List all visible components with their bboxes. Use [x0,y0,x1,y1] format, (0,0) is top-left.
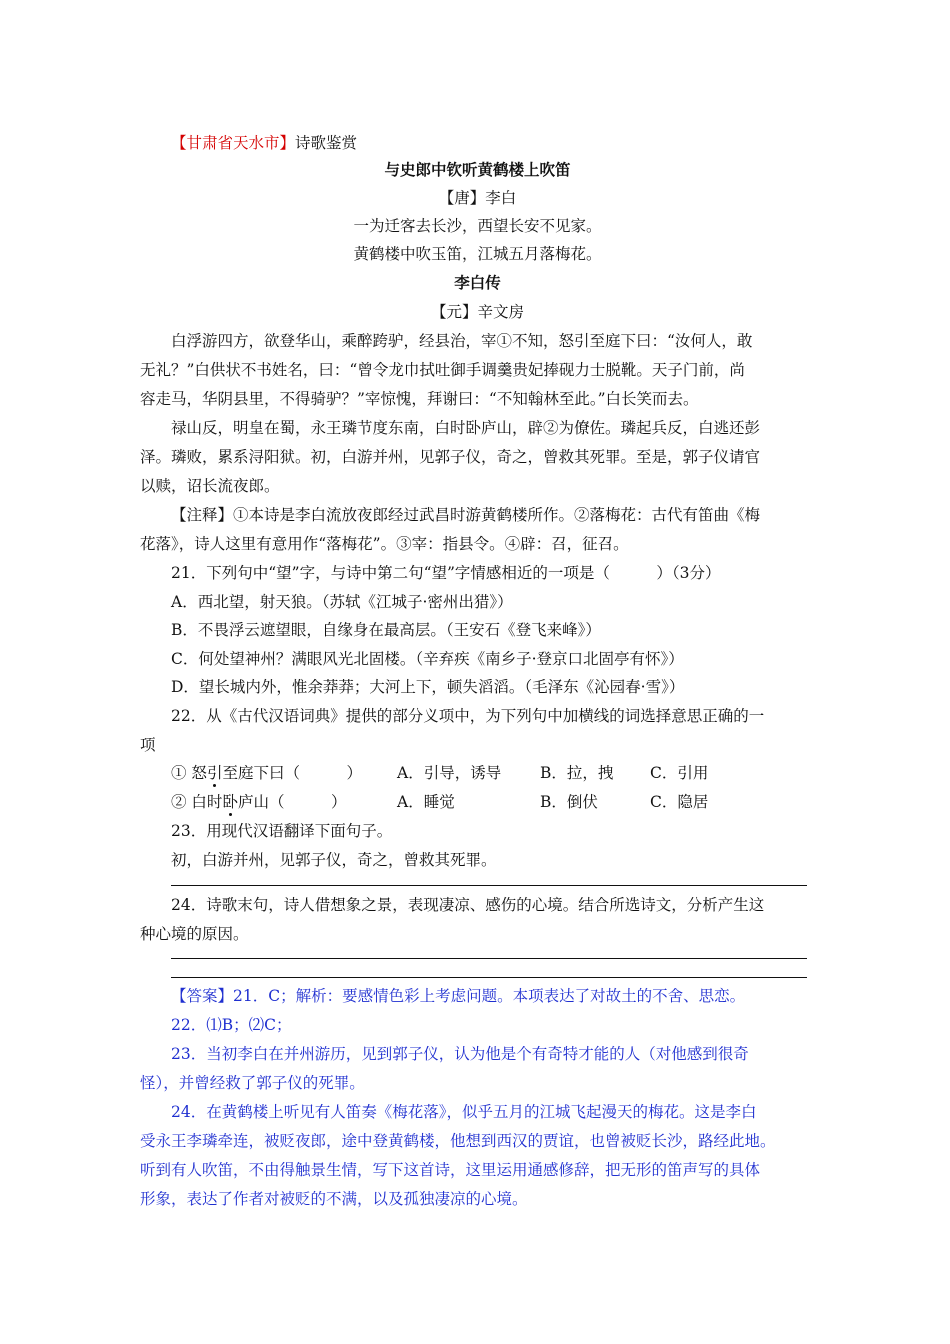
q22-item-2-option-a: A．睡觉 [397,793,455,811]
answer-label: 【答案】 [171,987,234,1005]
q22-stem-line-1: 22．从《古代汉语词典》提供的部分义项中，为下列句中加横线的词选择意思正确的一 [171,707,765,725]
q22-item-1 [171,763,362,783]
q23-answer-line [171,885,807,886]
q22-item-2-post: 庐山（ ） [237,793,347,811]
answer-24-line-3: 听到有人吹笛，不由得触景生情，写下这首诗，这里运用通感修辞，把无形的笛声写的具体 [140,1161,761,1179]
notes-line-1: 【注释】①本诗是李白流放夜郎经过武昌时游黄鹤楼所作。②落梅花：古代有笛曲《梅 [171,506,761,524]
poem-line-1: 一为迁客去长沙，西望长安不见家。 [353,217,602,235]
q21-option-c: C．何处望神州？满眼风光北固楼。（辛弃疾《南乡子·登京口北固亭有怀》） [171,650,684,668]
q22-item-1-post: 至庭下曰（ ） [222,764,362,782]
q21-option-d: D．望长城内外，惟余莽莽；大河上下，顿失滔滔。（毛泽东《沁园春·雪》） [171,678,685,696]
q22-item-1-keyword: 引 [206,764,223,782]
source-header [171,133,815,153]
poem-line-2: 黄鹤楼中吹玉笛，江城五月落梅花。 [353,245,602,263]
q22-item-1-option-a: A．引导，诱导 [397,764,502,782]
q22-item-2-option-b: B．倒伏 [540,793,598,811]
answer-24-line-2: 受永王李璘牵连，被贬夜郎，途中登黄鹤楼，他想到西汉的贾谊，也曾被贬长沙，路经此地。 [140,1132,776,1150]
bio-author: 【元】辛文房 [430,303,524,321]
bio-p1-line-2: 无礼？”白供状不书姓名，曰：“曾令龙巾拭吐御手调羹贵妃捧砚力士脱靴。天子门前，尚 [140,361,745,379]
source-bracket: 【甘肃省天水市】 [171,134,296,152]
q22-stem-line-2: 项 [140,736,156,754]
q21-option-a: A．西北望，射天狼。（苏轼《江城子·密州出猎》） [171,593,513,611]
q23-stem: 23．用现代汉语翻译下面句子。 [171,822,393,840]
answer-21-text: 21．C；解析：要感情色彩上考虑问题。本项表达了对故土的不舍、思恋。 [233,987,746,1005]
answer-22: 22．⑴B；⑵C； [171,1016,292,1034]
section-label: 诗歌鉴赏 [295,134,358,152]
q22-item-1-pre: ① 怒 [171,764,207,782]
poem-title: 与史郎中钦听黄鹤楼上吹笛 [384,161,571,179]
bio-p2-line-2: 泽。璘败，累系浔阳狱。初，白游并州，见郭子仪，奇之，曾救其死罪。至是，郭子仪请官 [140,448,761,466]
answer-24-line-1: 24．在黄鹤楼上听见有人笛奏《梅花落》，似乎五月的江城飞起漫天的梅花。这是李白 [171,1103,757,1121]
q24-stem-line-1: 24．诗歌末句，诗人借想象之景，表现凄凉、感伤的心境。结合所选诗文，分析产生这 [171,896,765,914]
q22-item-2-option-c: C．隐居 [650,793,709,811]
q24-answer-line-2 [171,977,807,978]
bio-p1-line-3: 容走马，华阴县里，不得骑驴？”宰惊愧，拜谢曰：“不知翰林至此。”白长笑而去。 [140,390,699,408]
q22-item-2 [171,792,346,812]
answer-21 [171,986,815,1006]
q21-stem: 21．下列句中“望”字，与诗中第二句“望”字情感相近的一项是（ ）（3分） [171,564,721,582]
poem-author: 【唐】李白 [438,189,517,207]
answer-23-line-2: 怪），并曾经救了郭子仪的死罪。 [140,1074,365,1092]
q23-sentence: 初，白游并州，见郭子仪，奇之，曾救其死罪。 [171,851,497,869]
bio-p2-line-3: 以赎，诏长流夜郎。 [140,477,280,495]
q22-item-2-keyword: 卧 [222,793,238,811]
answer-23-line-1: 23．当初李白在并州游历，见到郭子仪，认为他是个有奇特才能的人（对他感到很奇 [171,1045,749,1063]
notes-line-2: 花落》，诗人这里有意用作“落梅花”。③宰：指县令。④辟：召，征召。 [140,535,629,553]
q21-option-b: B．不畏浮云遮望眼，自缘身在最高层。（王安石《登飞来峰》） [171,621,601,639]
q22-item-1-option-c: C．引用 [650,764,709,782]
q22-item-1-option-b: B．拉，拽 [540,764,614,782]
q22-item-2-pre: ② 白时 [171,793,223,811]
answer-24-line-4: 形象，表达了作者对被贬的不满，以及孤独凄凉的心境。 [140,1190,528,1208]
q24-stem-line-2: 种心境的原因。 [140,925,249,943]
bio-p1-line-1: 白浮游四方，欲登华山，乘醉跨驴，经县治，宰①不知，怒引至庭下曰：“汝何人，敢 [171,332,753,350]
bio-title: 李白传 [454,274,501,292]
q24-answer-line-1 [171,958,807,959]
bio-p2-line-1: 禄山反，明皇在蜀，永王璘节度东南，白时卧庐山，辟②为僚佐。璘起兵反，白逃还彭 [171,419,761,437]
